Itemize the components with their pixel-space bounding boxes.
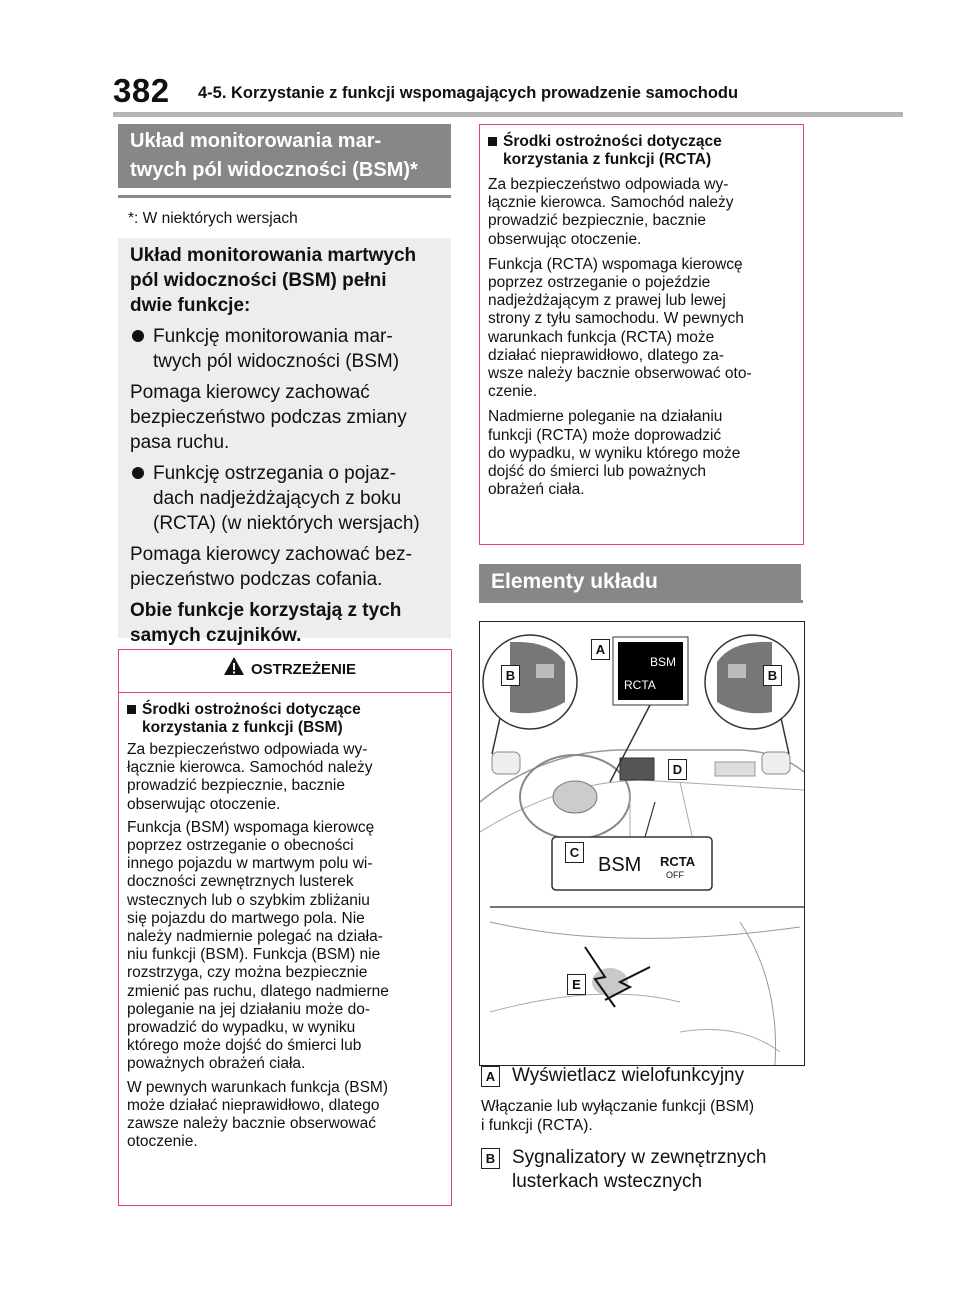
diagram-label-d: D xyxy=(668,759,687,780)
square-bullet-icon xyxy=(127,705,136,714)
diagram-label-e: E xyxy=(567,974,586,995)
heading-underline xyxy=(479,600,803,603)
diagram-label-a: A xyxy=(591,639,610,660)
warning-subhead: Środki ostrożności dotyczące korzystania z funkcji (RCTA) xyxy=(488,133,795,169)
warning-paragraph: Za bezpieczeństwo odpowiada wy- łącznie kierowca. Samochód należy prowadzić bezpiecznie, bacznie obserwując otoczenie. xyxy=(488,176,734,248)
warning-triangle-icon xyxy=(223,656,245,676)
section-heading-components: Elementy układu xyxy=(479,564,801,600)
square-bullet-icon xyxy=(488,137,497,146)
bullet-rcta: Funkcję ostrzegania o pojaz- dach nadjeżdżających z boku (RCTA) (w niektórych wersjach) xyxy=(130,461,439,536)
legend-label-b: B xyxy=(481,1148,500,1169)
switch-off-text: OFF xyxy=(666,870,684,880)
legend-label-a: A xyxy=(481,1066,500,1087)
legend-item-b xyxy=(481,1146,767,1194)
switch-bsm-text: BSM xyxy=(598,854,642,876)
section-heading-bsm xyxy=(118,124,451,188)
heading-line: Układ monitorowania mar- xyxy=(130,130,382,152)
legend-text-b: Sygnalizatory w zewnętrznych xyxy=(512,1147,767,1168)
warning-subhead: Środki ostrożności dotyczące korzystania z funkcji (BSM) xyxy=(127,701,443,737)
running-header: 4-5. Korzystanie z funkcji wspomagających prowadzenie samochodu xyxy=(198,84,739,102)
page-number: 382 xyxy=(113,72,170,109)
bullet-dot-icon xyxy=(132,330,144,342)
components-diagram xyxy=(479,621,805,1066)
footnote: *: W niektórych wersjach xyxy=(128,210,298,227)
intro-footer: Obie funkcje korzystają z tych samych czujników. xyxy=(130,600,402,646)
bullet-dot-icon xyxy=(132,467,144,479)
diagram-label-c: C xyxy=(565,842,584,863)
bullet-bsm-desc: Pomaga kierowcy zachować bezpieczeństwo podczas zmiany pasa ruchu. xyxy=(130,382,407,453)
dashboard-illustration xyxy=(480,622,804,1065)
intro-box xyxy=(118,238,451,646)
intro-title: Układ monitorowania martwych pól widoczności (BSM) pełni dwie funkcje: xyxy=(130,245,417,316)
bullet-rcta-desc: Pomaga kierowcy zachować bez- pieczeństwo podczas cofania. xyxy=(130,544,412,590)
diagram-label-b-right: B xyxy=(763,665,782,686)
heading-underline xyxy=(118,195,451,198)
display-rcta-text: RCTA xyxy=(624,678,656,692)
warning-box-rcta xyxy=(479,124,804,545)
legend-text-a: Wyświetlacz wielofunkcyjny xyxy=(512,1065,745,1086)
header-rule xyxy=(113,112,903,117)
warning-paragraph: Funkcja (RCTA) wspomaga kierowcę poprzez ostrzeganie o pojeździe nadjeżdżającym z prawej lub lewej strony z tyłu samochodu. W pewnych warunkach funkcja (RCTA) może działać nieprawidłowo, dlatego za- wsze należy bacznie obserwować oto- czenie. xyxy=(488,255,752,401)
display-bsm-text: BSM xyxy=(650,655,677,669)
legend-desc-a: Włączanie lub wyłączanie funkcji (BSM) i funkcji (RCTA). xyxy=(481,1098,755,1134)
legend-item-a xyxy=(481,1065,744,1087)
warning-paragraph: Funkcja (BSM) wspomaga kierowcę poprzez ostrzeganie o obecności innego pojazdu w martwym polu wi- doczności zewnętrznych lusterek wstecznych lub o szybkim zbliżaniu się pojazdu do martwego pola. Nie należy nadmiernie polegać na działa- niu funkcji (BSM). Funkcja (BSM) nie rozstrzyga, czy można bezpiecznie zmienić pas ruchu, dlatego nadmierne poleganie na jej działaniu może do- prowadzić do wypadku, w wyniku którego może dojść do śmierci lub poważnych obrażeń ciała. xyxy=(127,818,389,1073)
warning-paragraph: Nadmierne poleganie na działaniu funkcji (RCTA) może doprowadzić do wypadku, w wyniku którego może dojść do śmierci lub poważnych obrażeń ciała. xyxy=(488,408,741,499)
warning-header xyxy=(119,650,451,692)
legend-text-b: lusterkach wstecznych xyxy=(512,1171,703,1192)
bullet-bsm: Funkcję monitorowania mar- twych pól widoczności (BSM) xyxy=(130,324,439,374)
warning-title: OSTRZEŻENIE xyxy=(251,661,357,678)
warning-box-bsm xyxy=(118,649,452,1206)
diagram-label-b-left: B xyxy=(501,665,520,686)
warning-paragraph: Za bezpieczeństwo odpowiada wy- łącznie kierowca. Samochód należy prowadzić bezpiecznie, bacznie obserwując otoczenie. xyxy=(127,741,373,813)
switch-rcta-text: RCTA xyxy=(660,854,696,869)
heading-line: twych pól widoczności (BSM)* xyxy=(130,159,418,181)
warning-paragraph: W pewnych warunkach funkcja (BSM) może działać nieprawidłowo, dlatego zawsze należy bacznie obserwować otoczenie. xyxy=(127,1078,389,1151)
